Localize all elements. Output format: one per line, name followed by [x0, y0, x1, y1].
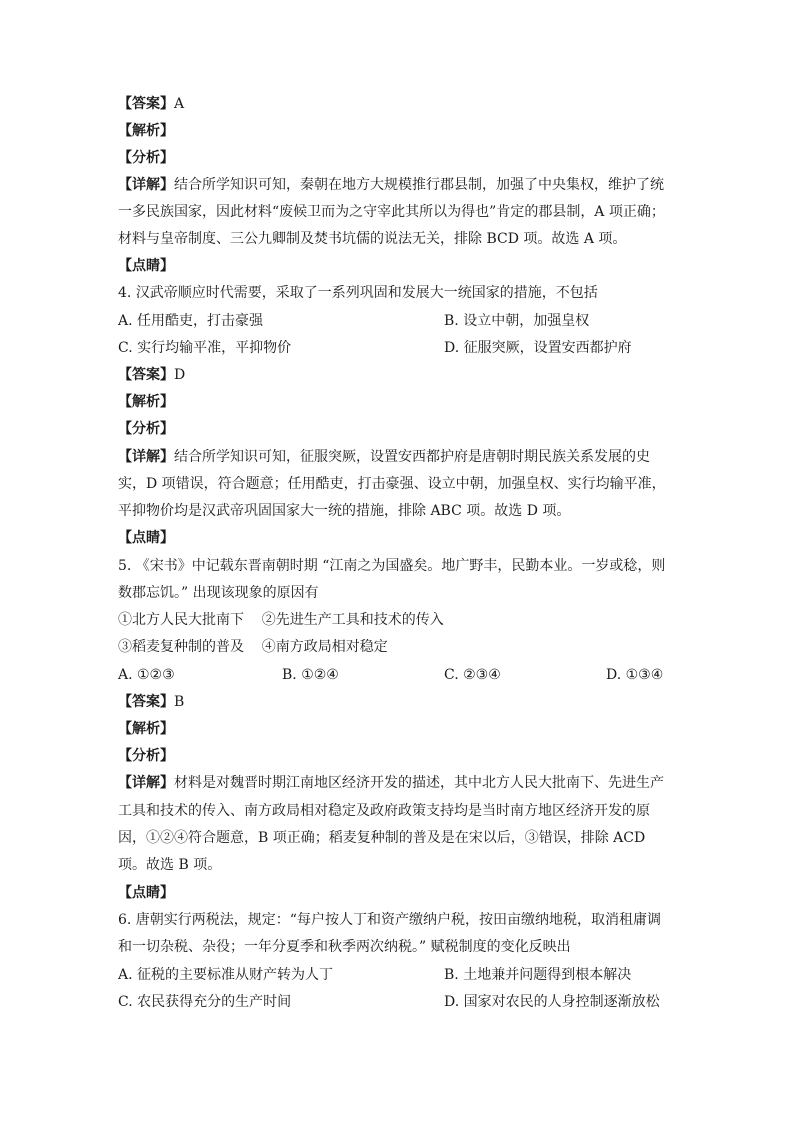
q4-dianjing-tag: 【点睛】: [118, 530, 174, 546]
answer-value: D: [174, 367, 186, 383]
q6-option-a: A. 征税的主要标准从财产转为人丁: [118, 967, 334, 983]
detail-text: 结合所学知识可知，征服突厥，设置安西都护府是唐朝时期民族关系发展的史: [174, 449, 650, 465]
q5-stem-line-1: 5. 《宋书》中记载东晋南朝时期 “江南之为国盛矣。地广野丰，民勤本业。一岁或稔，则: [118, 558, 666, 574]
q4-option-d: D. 征服突厥，设置安西都护府: [444, 340, 632, 356]
detail-tag: 【详解】: [118, 177, 174, 193]
q4-detail-line-1: [118, 448, 650, 466]
answer-value: A: [174, 96, 185, 112]
detail-text: 材料是对魏晋时期江南地区经济开发的描述，其中北方人民大批南下、先进生产: [174, 775, 664, 791]
q3-detail-line-1: [118, 176, 664, 194]
q5-stem-line-2: 数郡忘饥。” 出现该现象的原因有: [118, 585, 319, 601]
q5-detail-line-4: 项。故选 B 项。: [118, 857, 222, 873]
q5-dianjing-tag: 【点睛】: [118, 885, 174, 901]
q3-dianjing-tag: 【点睛】: [118, 258, 174, 274]
q5-item-line-1: ①北方人民大批南下 ②先进生产工具和技术的传入: [118, 612, 444, 628]
q3-detail-line-2: 一多民族国家，因此材料“废候卫而为之守宰此其所以为得也”肯定的郡县制，A 项正确；: [118, 204, 665, 220]
q4-option-a: A. 任用酷吏，打击豪强: [118, 313, 264, 329]
q5-answer: [118, 693, 184, 711]
q4-stem: 4. 汉武帝顺应时代需要，采取了一系列巩固和发展大一统国家的措施，不包括: [118, 285, 598, 301]
q5-option-c: C. ②③④: [444, 667, 501, 683]
q5-detail-line-3: 因，①②④符合题意，B 项正确；稻麦复种制的普及是在宋以后，③错误，排除 ACD: [118, 830, 646, 846]
detail-tag: 【详解】: [118, 775, 174, 791]
q3-fenxi-tag: 【分析】: [118, 150, 174, 166]
detail-tag: 【详解】: [118, 449, 174, 465]
answer-value: B: [174, 694, 185, 710]
q5-detail-line-2: 工具和技术的传入、南方政局相对稳定及政府政策支持均是当时南方地区经济开发的原: [118, 803, 650, 819]
q6-option-d: D. 国家对农民的人身控制逐渐放松: [444, 994, 660, 1010]
q5-option-b: B. ①②④: [282, 667, 339, 683]
q5-fenxi-tag: 【分析】: [118, 748, 174, 764]
q5-item-line-2: ③稻麦复种制的普及 ④南方政局相对稳定: [118, 639, 388, 655]
q3-analysis-tag: 【解析】: [118, 123, 174, 139]
q5-analysis-tag: 【解析】: [118, 721, 174, 737]
answer-tag: 【答案】: [118, 96, 174, 112]
q5-option-a: A. ①②③: [118, 667, 175, 683]
q4-option-b: B. 设立中朝，加强皇权: [444, 313, 590, 329]
answer-tag: 【答案】: [118, 367, 174, 383]
q4-detail-line-3: 平抑物价均是汉武帝巩固国家大一统的措施，排除 ABC 项。故选 D 项。: [118, 503, 571, 519]
q6-option-b: B. 土地兼并问题得到根本解决: [444, 967, 632, 983]
q6-option-c: C. 农民获得充分的生产时间: [118, 994, 292, 1010]
q3-answer: [118, 95, 184, 113]
answer-tag: 【答案】: [118, 694, 174, 710]
q5-option-d: D. ①③④: [606, 667, 664, 683]
detail-text: 结合所学知识可知，秦朝在地方大规模推行郡县制，加强了中央集权，维护了统: [174, 177, 664, 193]
q5-detail-line-1: [118, 774, 664, 792]
q6-stem-line-1: 6. 唐朝实行两税法，规定：“每户按人丁和资产缴纳户税，按田亩缴纳地税，取消租庸调: [118, 912, 661, 928]
q4-detail-line-2: 实，D 项错误，符合题意；任用酷吏，打击豪强、设立中朝，加强皇权、实行均输平准，: [118, 476, 666, 492]
q3-detail-line-3: 材料与皇帝制度、三公九卿制及焚书坑儒的说法无关，排除 BCD 项。故选 A 项。: [118, 231, 627, 247]
q4-option-c: C. 实行均输平准，平抑物价: [118, 340, 292, 356]
q4-fenxi-tag: 【分析】: [118, 421, 174, 437]
q6-stem-line-2: 和一切杂税、杂役；一年分夏季和秋季两次纳税。” 赋税制度的变化反映出: [118, 939, 571, 955]
q4-analysis-tag: 【解析】: [118, 394, 174, 410]
q4-answer: [118, 366, 185, 384]
